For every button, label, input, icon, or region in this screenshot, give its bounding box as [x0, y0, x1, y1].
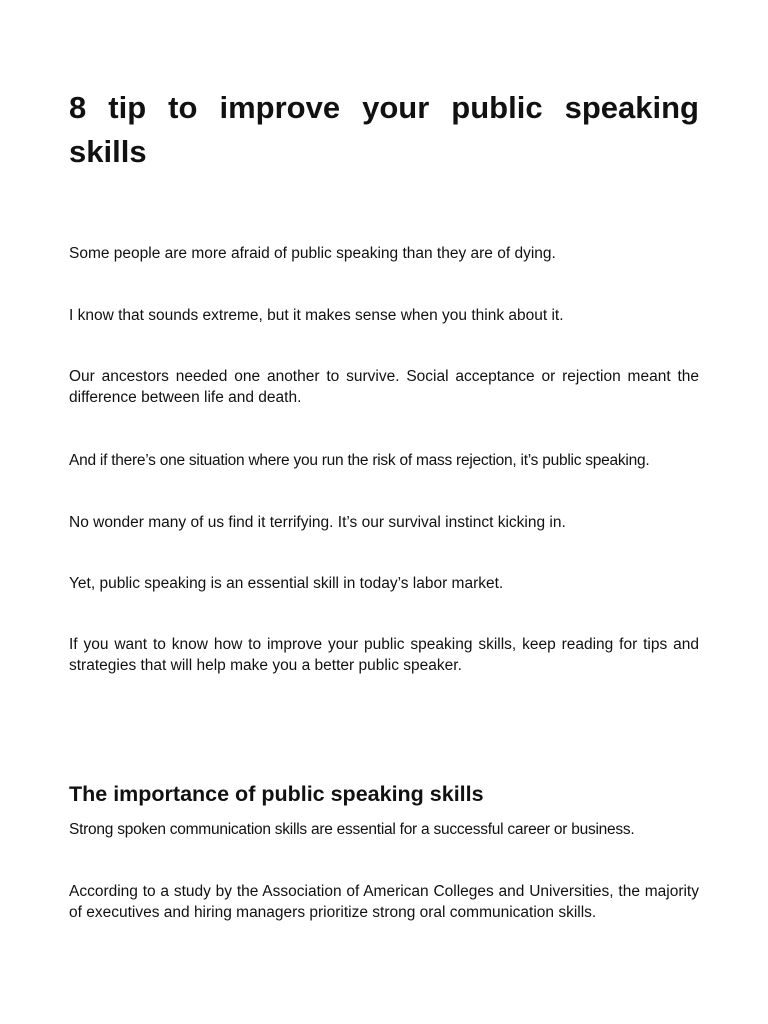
paragraph-4: And if there’s one situation where you run the risk of mass rejection, it’s public speaking. [69, 452, 650, 469]
paragraph-2: I know that sounds extreme, but it makes sense when you think about it. [69, 307, 564, 324]
paragraph-7: If you want to know how to improve your public speaking skills, keep reading for tips and strategies that will help make you a better public speaker. [69, 636, 699, 674]
document-title: 8 tip to improve your public speaking skills [69, 90, 699, 169]
section-paragraph-1: Strong spoken communication skills are essential for a successful career or business. [69, 821, 635, 838]
paragraph-1: Some people are more afraid of public speaking than they are of dying. [69, 245, 556, 262]
paragraph-5: No wonder many of us find it terrifying. It’s our survival instinct kicking in. [69, 514, 566, 531]
paragraph-6: Yet, public speaking is an essential skill in today’s labor market. [69, 575, 504, 592]
paragraph-3: Our ancestors needed one another to survive. Social acceptance or rejection meant the difference between life and death. [69, 368, 699, 406]
section-heading: The importance of public speaking skills [69, 782, 484, 806]
section-paragraph-2: According to a study by the Association of American Colleges and Universities, the majority of executives and hiring managers prioritize strong oral communication skills. [69, 883, 699, 921]
